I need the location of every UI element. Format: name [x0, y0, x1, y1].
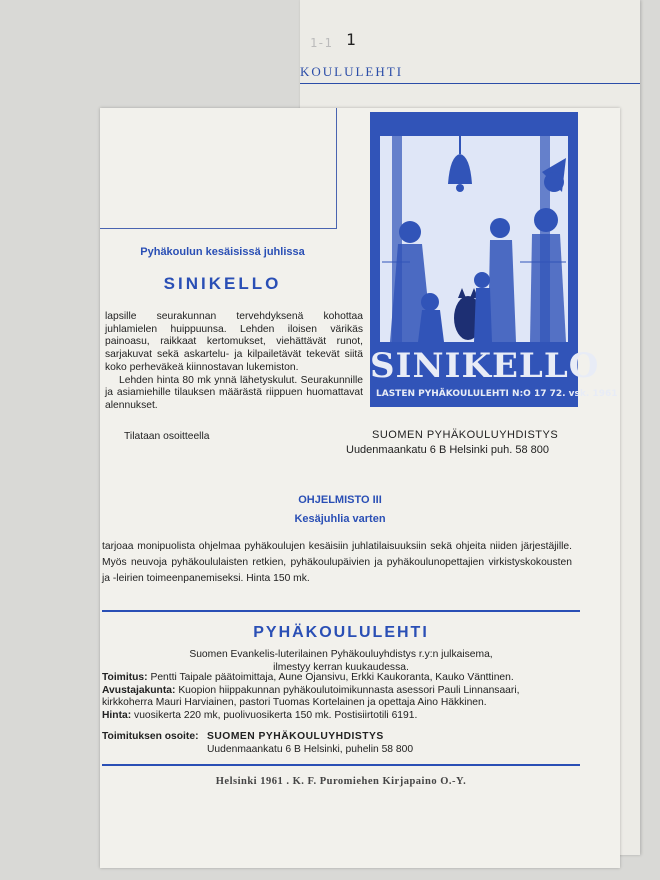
- sinikello-cover: [370, 112, 618, 407]
- editors-row: [102, 672, 580, 685]
- price-row: [102, 710, 580, 723]
- back-page-rule: [300, 83, 640, 84]
- publisher-line-1: Suomen Evankelis-luterilainen Pyhäkouluyhdistys r.y:n julkaisema,: [189, 649, 493, 660]
- printer-imprint: Helsinki 1961 . K. F. Puromiehen Kirjapaino O.-Y.: [215, 776, 467, 787]
- address-org: SUOMEN PYHÄKOULUYHDISTYS: [207, 731, 384, 742]
- promo-text: [105, 311, 363, 413]
- contributors-row: [102, 685, 580, 698]
- program-text: tarjoaa monipuolista ohjelmaa pyhäkoulujen kesäisiin juhlatilaisuuksiin sekä ohjeita niiden järjestäjille. Myös neuvoja pyhäkoululaisten retkien, pyhäkoulupäivien ja pyhäkoulunopettajien virkistyskokousten ja -leirien toimeenpanemiseksi. Hinta 150 mk.: [102, 541, 572, 584]
- cover-title: SINIKELLO: [370, 346, 600, 386]
- editors-label: Toimitus:: [102, 672, 148, 683]
- contributors-row-2: kirkkoherra Mauri Harviainen, pastori Tuomas Kortelainen ja opettaja Aino Häkkinen.: [102, 697, 487, 708]
- magazine-credits: [102, 672, 580, 722]
- order-label: Tilataan osoitteella: [124, 431, 210, 442]
- top-frame: [100, 108, 337, 229]
- contributors-label: Avustajakunta:: [102, 684, 176, 696]
- promo-title: SINIKELLO: [163, 274, 282, 293]
- editors-names: Pentti Taipale päätoimittaja, Aune Ojansivu, Erkki Kaukoranta, Kauko Vänttinen.: [150, 672, 514, 683]
- page-number: 1: [346, 30, 356, 49]
- org-address: Uudenmaankatu 6 B Helsinki puh. 58 800: [346, 444, 550, 456]
- price-label: Hinta:: [102, 709, 132, 721]
- program-title: OHJELMISTO III: [298, 494, 382, 506]
- promo-paragraph-1: lapsille seurakunnan tervehdyksenä kohottaa juhlamielen huippuunsa. Lehden iloisen värikäs painoasu, raikkaat kertomukset, viehättävät runot, sarjakuvat sekä askartelu- ja kilpailetävät tekevät siitä koko perheväkeä kiinnostavan lukemiston.: [105, 311, 363, 373]
- magazine-publisher: [102, 648, 580, 674]
- contributors-names: Kuopion hiippakunnan pyhäkoulutoimikunnasta asessori Pauli Linnansaari,: [178, 684, 520, 696]
- magazine-title: PYHÄKOULULEHTI: [253, 624, 429, 641]
- promo-paragraph-2: Lehden hinta 80 mk ynnä lähetyskulut. Seurakunnille ja asiamiehille tilauksen määrästä riippuen huomattavat alennukset.: [105, 374, 363, 411]
- cover-subtitle: LASTEN PYHÄKOULULEHTI N:O 17 72. vsk. 1961: [376, 389, 618, 399]
- faint-page-mark: 1-1: [310, 36, 332, 50]
- promo-heading: Pyhäkoulun kesäisissä juhlissa: [140, 246, 305, 258]
- back-page-title: KOULULEHTI: [300, 64, 404, 79]
- org-name: SUOMEN PYHÄKOULUYHDISTYS: [372, 429, 559, 441]
- divider-bottom: [102, 764, 580, 766]
- price-text: vuosikerta 220 mk, puolivuosikerta 150 mk. Postisiirtotili 6191.: [134, 709, 418, 721]
- publisher-line-2: ilmestyy kerran kuukaudessa.: [273, 662, 409, 673]
- front-page: [100, 108, 620, 868]
- magazine-address: [102, 730, 413, 756]
- address-line: Uudenmaankatu 6 B Helsinki, puhelin 58 800: [207, 744, 414, 755]
- address-label: Toimituksen osoite:: [102, 731, 199, 742]
- address-row: [102, 730, 413, 743]
- program-subtitle: Kesäjuhlia varten: [294, 513, 386, 525]
- divider-top: [102, 610, 580, 612]
